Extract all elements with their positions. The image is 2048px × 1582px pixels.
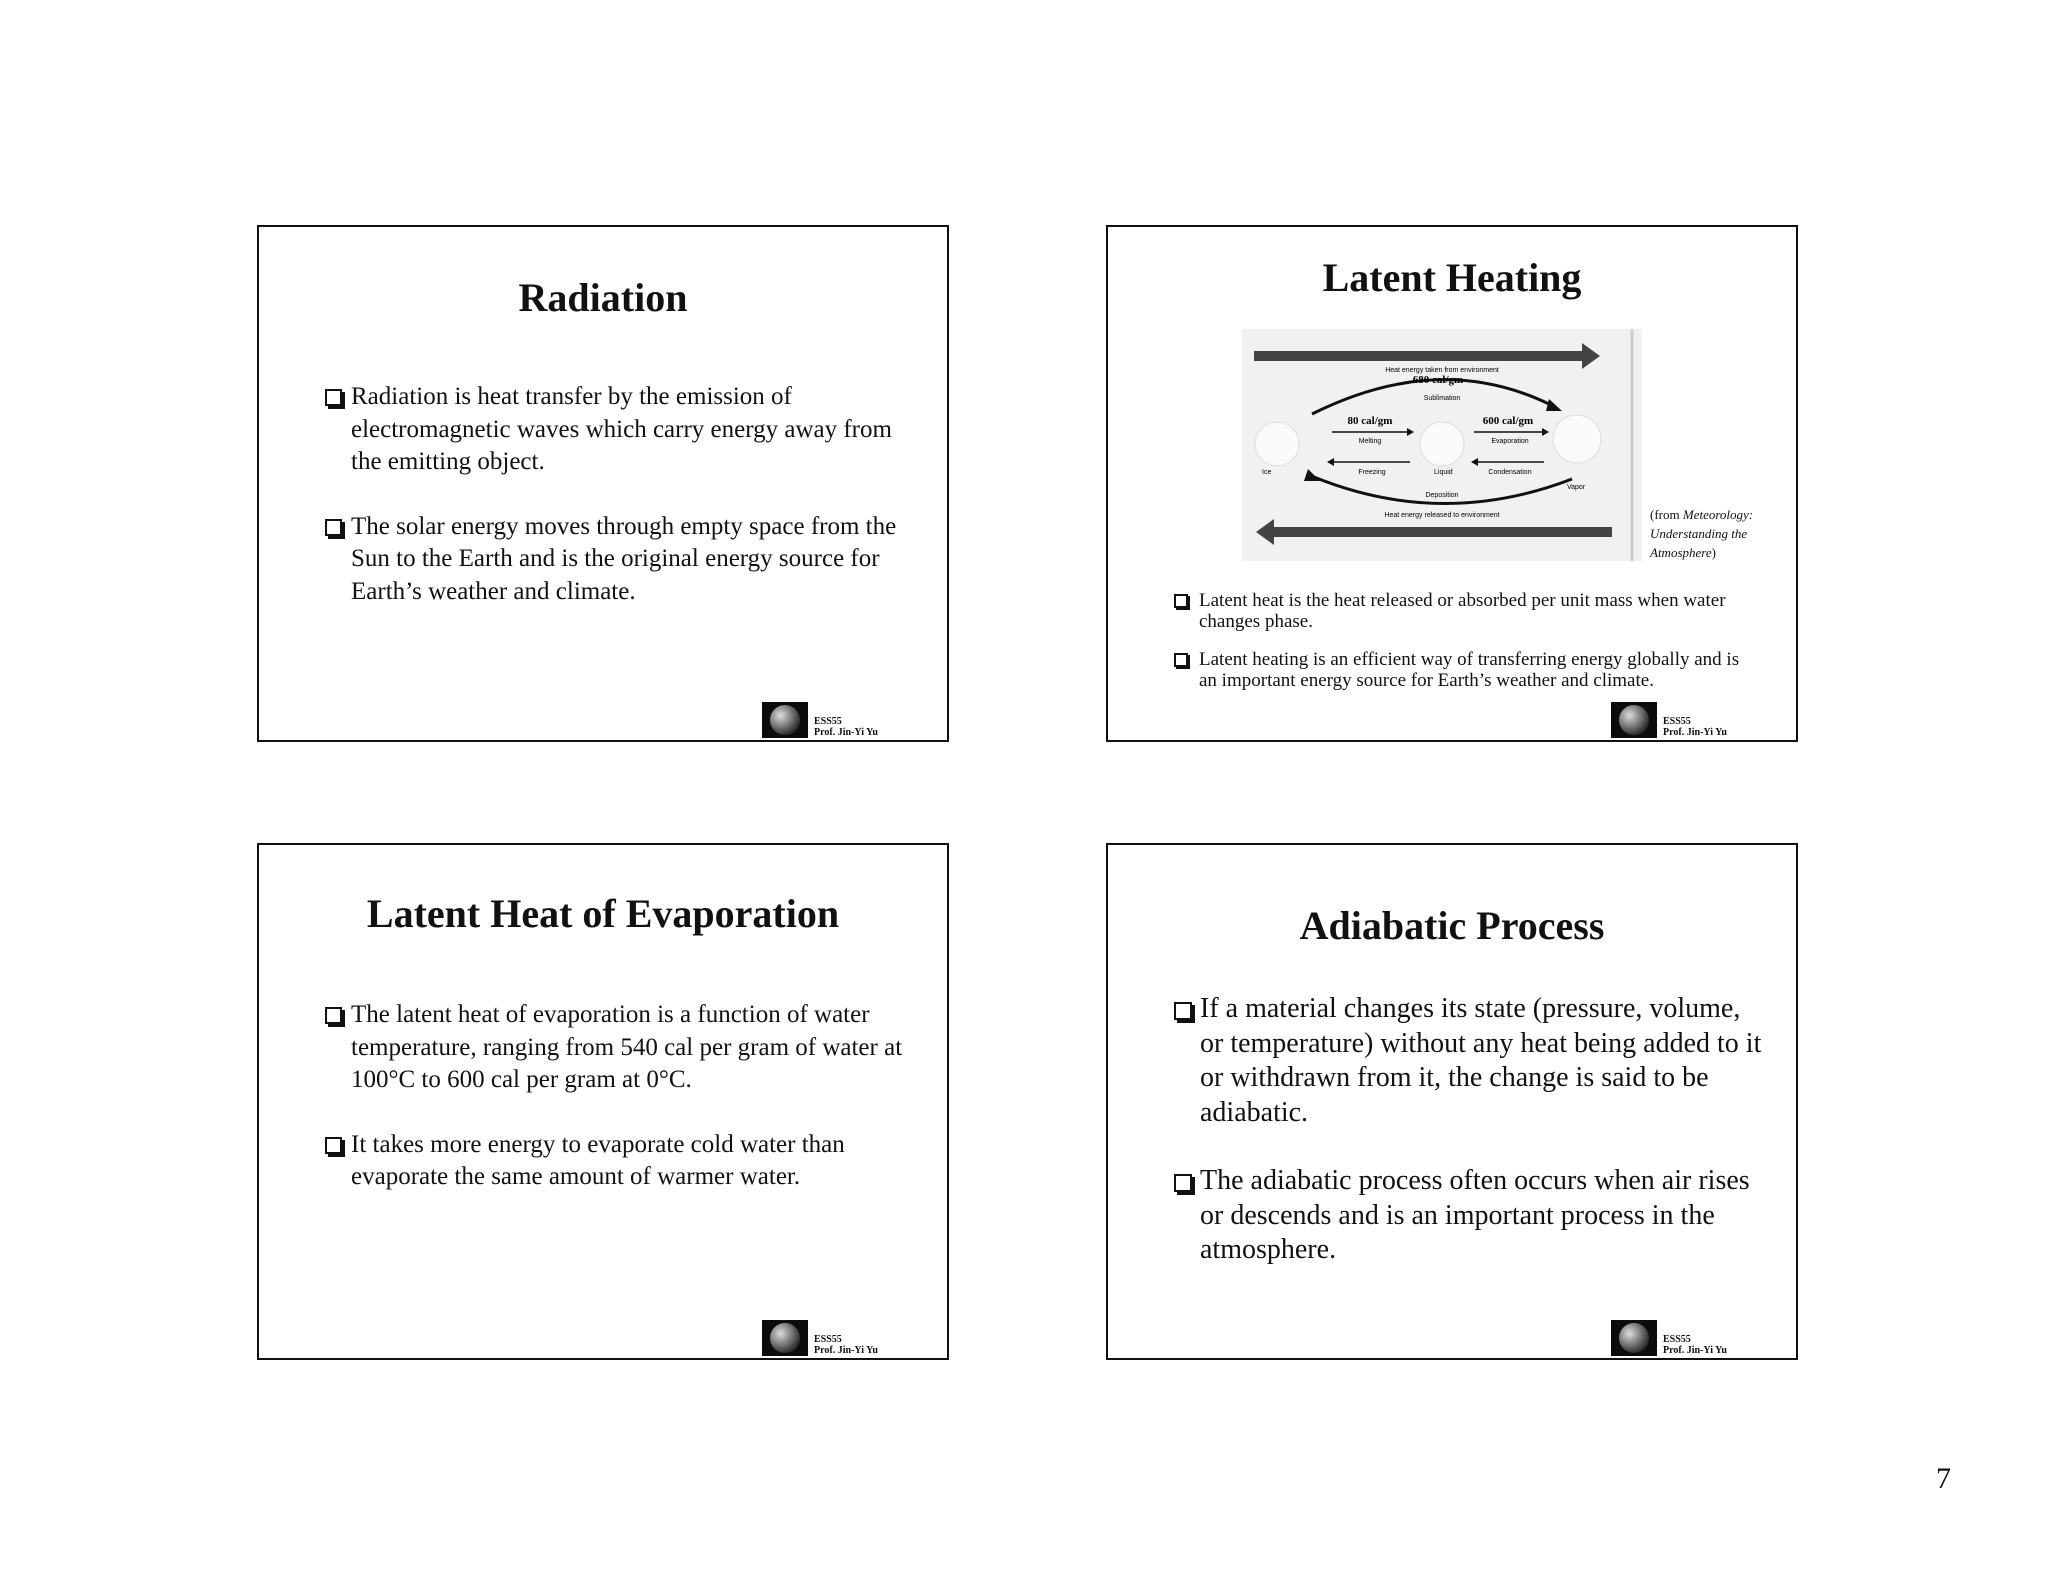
slide-latent-heat-evaporation <box>257 843 949 1360</box>
checkbox-bullet-icon <box>1174 594 1188 608</box>
slide-footer: ESS55 Prof. Jin-Yi Yu <box>762 702 878 738</box>
checkbox-bullet-icon <box>325 1137 342 1154</box>
slide-footer: ESS55 Prof. Jin-Yi Yu <box>1611 702 1727 738</box>
deposition-label: Deposition <box>1425 492 1459 499</box>
phase-change-diagram <box>1242 329 1642 561</box>
heat-taken-arrow <box>1254 351 1584 361</box>
bullet-list <box>1174 590 1744 708</box>
slide-title: Latent Heat of Evaporation <box>366 891 840 936</box>
checkbox-bullet-icon <box>1174 1174 1192 1192</box>
bullet-list <box>1174 992 1764 1302</box>
page-number: 7 <box>1936 1462 1951 1495</box>
bullet-list <box>325 999 935 1226</box>
bullet-item: The latent heat of evaporation is a function of water temperature, ranging from 540 cal per gram of water at 100°C to 600 cal per gram at 0°C. <box>325 999 935 1097</box>
slide-footer: ESS55 Prof. Jin-Yi Yu <box>762 1320 878 1356</box>
heat-released-arrow <box>1272 527 1612 537</box>
bullet-item: The solar energy moves through empty space from the Sun to the Earth and is the original energy source for Earth’s weather and climate. <box>325 511 925 609</box>
bullet-item: Radiation is heat transfer by the emission of electromagnetic waves which carry energy away from the emitting object. <box>325 381 925 479</box>
bullet-item: It takes more energy to evaporate cold water than evaporate the same amount of warmer water. <box>325 1129 935 1194</box>
sublimation-value: 680 cal/gm <box>1412 374 1464 386</box>
earth-logo-icon <box>762 1320 808 1356</box>
freezing-label: Freezing <box>1358 469 1386 476</box>
bullet-item: The adiabatic process often occurs when air rises or descends and is an important process in the atmosphere. <box>1174 1164 1764 1268</box>
earth-logo-icon <box>1611 1320 1657 1356</box>
checkbox-bullet-icon <box>1174 653 1188 667</box>
ice-label: Ice <box>1262 469 1272 476</box>
bullet-item: Latent heating is an efficient way of transferring energy globally and is an important energy source for Earth’s weather and climate. <box>1174 649 1744 691</box>
heat-taken-label: Heat energy taken from environment <box>1385 367 1499 374</box>
vapor-label: Vapor <box>1567 484 1586 491</box>
slide-adiabatic-process <box>1106 843 1798 1360</box>
slide-radiation <box>257 225 949 742</box>
heat-released-label: Heat energy released to environment <box>1384 512 1500 519</box>
slide-title: Latent Heating <box>1322 255 1582 300</box>
evaporation-label: Evaporation <box>1491 438 1529 445</box>
melting-label: Melting <box>1358 438 1382 445</box>
condensation-label: Condensation <box>1488 469 1532 476</box>
slide-title: Radiation <box>518 275 688 320</box>
checkbox-bullet-icon <box>1174 1002 1192 1020</box>
earth-logo-icon <box>762 702 808 738</box>
checkbox-bullet-icon <box>325 519 342 536</box>
slide-footer: ESS55 Prof. Jin-Yi Yu <box>1611 1320 1727 1356</box>
slide-title: Adiabatic Process <box>1299 903 1605 948</box>
earth-logo-icon <box>1611 702 1657 738</box>
bullet-item: Latent heat is the heat released or absorbed per unit mass when water changes phase. <box>1174 590 1744 632</box>
image-credit: (from Meteorology: Understanding the Atmosphere) <box>1650 507 1754 560</box>
evaporation-value: 600 cal/gm <box>1482 415 1534 427</box>
bullet-list <box>325 381 925 640</box>
melting-value: 80 cal/gm <box>1347 415 1393 427</box>
checkbox-bullet-icon <box>325 389 342 406</box>
bullet-item: If a material changes its state (pressure, volume, or temperature) without any heat being added to it or withdrawn from it, the change is said to be adiabatic. <box>1174 992 1764 1130</box>
liquid-label: Liquid <box>1434 469 1453 476</box>
checkbox-bullet-icon <box>325 1007 342 1024</box>
sublimation-label: Sublimation <box>1423 395 1461 402</box>
